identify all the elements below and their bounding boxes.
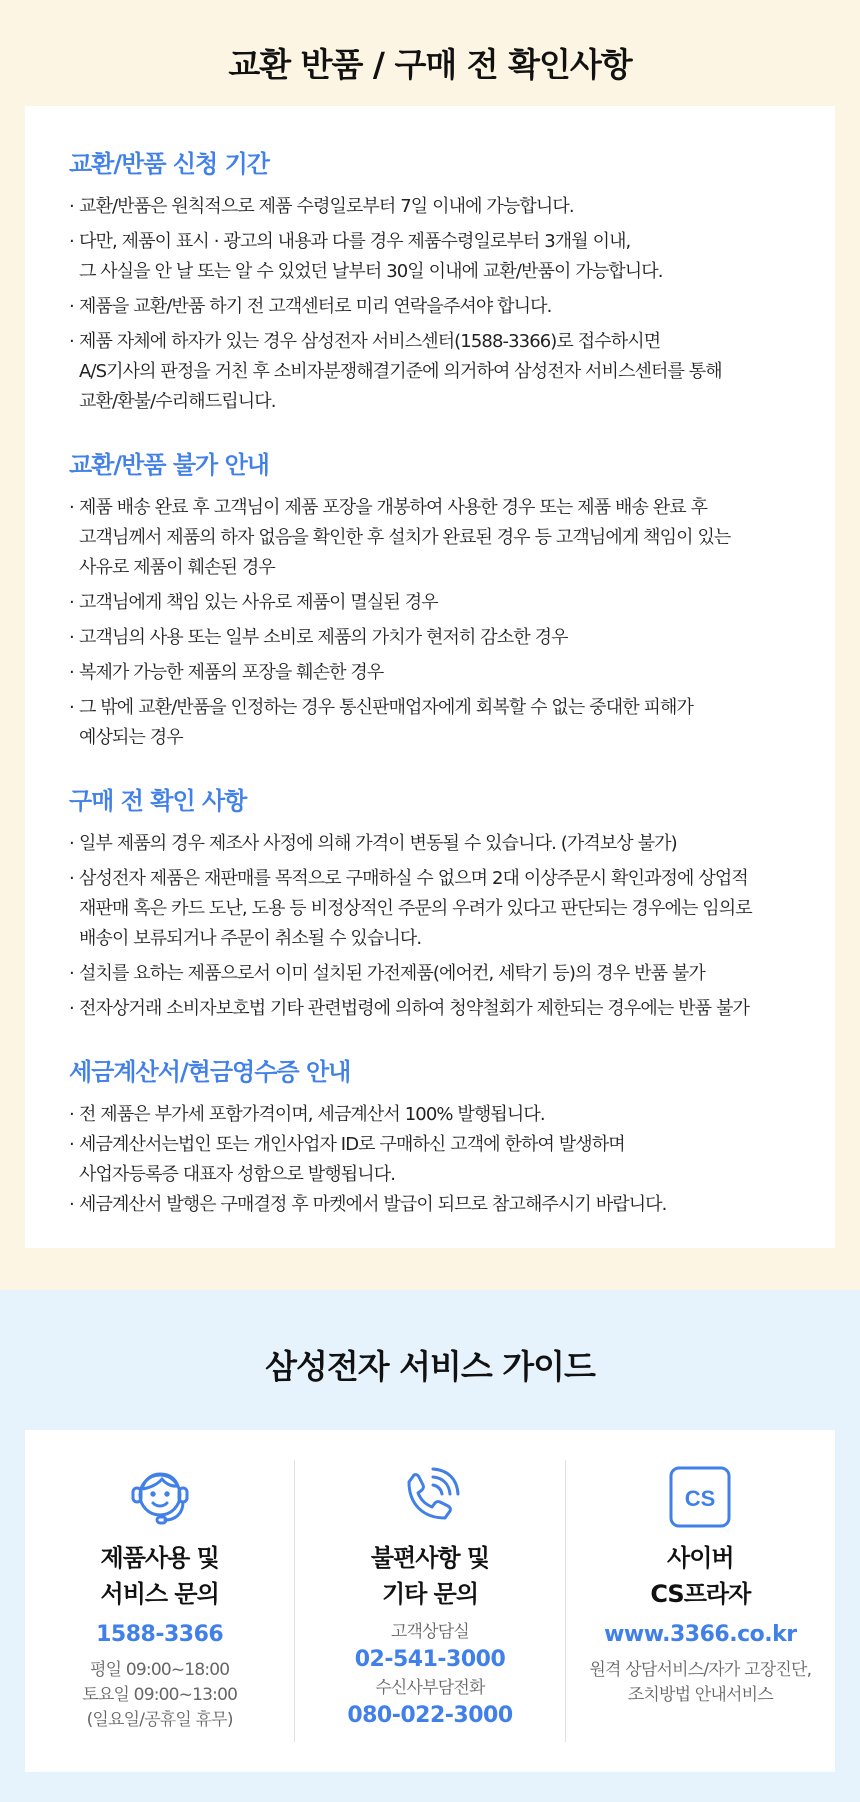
section-pre-purchase (69, 783, 791, 1024)
list-item: · 복제가 가능한 제품의 포장을 훼손한 경우 (69, 658, 791, 688)
list-item: · 교환/반품은 원칙적으로 제품 수령일로부터 7일 이내에 가능합니다. (69, 192, 791, 222)
phone-number[interactable]: 1588-3366 (96, 1622, 224, 1647)
svg-text:CS: CS (685, 1486, 716, 1511)
list-item: · 그 밖에 교환/반품을 인정하는 경우 통신판매업자에게 회복할 수 없는 중대한 피해가 예상되는 경우 (69, 693, 791, 753)
contact-label: 수신사부담전화 (375, 1678, 485, 1698)
list-item: · 삼성전자 제품은 재판매를 목적으로 구매하실 수 없으며 2대 이상주문시 확인과정에 상업적 재판매 혹은 카드 도난, 도용 등 비정상적인 주문의 우려가 있다고 판단되는 경우에는 임의로 배송이 보류되거나 주문이 취소될 수 있습니다. (69, 864, 791, 954)
cs-badge-icon (665, 1462, 735, 1532)
section-title: 구매 전 확인 사항 (69, 787, 247, 815)
business-hours: 평일 09:00~18:00 토요일 09:00~13:00 (일요일/공휴일 휴무) (82, 1660, 238, 1730)
list-item: · 전자상거래 소비자보호법 기타 관련법령에 의하여 청약철회가 제한되는 경우에는 반품 불가 (69, 994, 791, 1024)
guide-column-product-service (25, 1460, 295, 1742)
phone-number[interactable]: 080-022-3000 (347, 1703, 513, 1728)
guide-column-title: 불편사항 및 기타 문의 (370, 1544, 490, 1608)
guide-card (25, 1430, 835, 1772)
service-description: 원격 상담서비스/자가 고장진단, 조치방법 안내서비스 (589, 1660, 812, 1705)
list-item: · 세금계산서 발행은 구매결정 후 마켓에서 발급이 되므로 참고해주시기 바랍니다. (69, 1190, 791, 1220)
section-title: 세금계산서/현금영수증 안내 (69, 1058, 351, 1086)
guide-column-title: 제품사용 및 서비스 문의 (100, 1544, 219, 1608)
list-item: · 제품 배송 완료 후 고객님이 제품 포장을 개봉하여 사용한 경우 또는 제품 배송 완료 후 고객님께서 제품의 하자 없음을 확인한 후 설치가 완료된 경우 등 고객님에게 책임이 있는 사유로 제품이 훼손된 경우 (69, 493, 791, 583)
section-title: 교환/반품 신청 기간 (69, 150, 269, 178)
contact-label: 고객상담실 (390, 1622, 470, 1642)
list-item: · 제품 자체에 하자가 있는 경우 삼성전자 서비스센터(1588-3366)로 접수하시면 A/S기사의 판정을 거친 후 소비자분쟁해결기준에 의거하여 삼성전자 서비스센터를 통해 교환/환불/수리해드립니다. (69, 327, 791, 417)
phone-number[interactable]: 02-541-3000 (354, 1647, 506, 1672)
section-title: 교환/반품 불가 안내 (69, 451, 269, 479)
phone-call-icon (395, 1462, 465, 1532)
section-exchange-period (69, 146, 791, 417)
headset-agent-icon (125, 1462, 195, 1532)
list-item: · 다만, 제품이 표시 · 광고의 내용과 다를 경우 제품수령일로부터 3개월 이내, 그 사실을 안 날 또는 알 수 있었던 날부터 30일 이내에 교환/반품이 가능합니다. (69, 227, 791, 287)
section-exchange-not-allowed (69, 447, 791, 753)
list-item: · 제품을 교환/반품 하기 전 고객센터로 미리 연락을주셔야 합니다. (69, 292, 791, 322)
guide-column-complaints (295, 1460, 565, 1742)
section-tax-invoice (69, 1054, 791, 1220)
list-item: · 세금계산서는법인 또는 개인사업자 ID로 구매하신 고객에 한하여 발생하며 사업자등록증 대표자 성함으로 발행됩니다. (69, 1130, 791, 1190)
guide-column-cyber-cs (566, 1460, 835, 1742)
service-guide-section (0, 1290, 860, 1802)
list-item: · 설치를 요하는 제품으로서 이미 설치된 가전제품(에어컨, 세탁기 등)의 경우 반품 불가 (69, 959, 791, 989)
list-item: · 일부 제품의 경우 제조사 사정에 의해 가격이 변동될 수 있습니다. (가격보상 불가) (69, 829, 791, 859)
guide-title: 삼성전자 서비스 가이드 (265, 1347, 595, 1386)
page-title: 교환 반품 / 구매 전 확인사항 (228, 45, 632, 84)
list-item: · 전 제품은 부가세 포함가격이며, 세금계산서 100% 발행됩니다. (69, 1100, 791, 1130)
list-item: · 고객님의 사용 또는 일부 소비로 제품의 가치가 현저히 감소한 경우 (69, 623, 791, 653)
policy-card (25, 106, 835, 1248)
guide-column-title: 사이버 CS프라자 (650, 1544, 751, 1608)
list-item: · 고객님에게 책임 있는 사유로 제품이 멸실된 경우 (69, 588, 791, 618)
website-link[interactable]: www.3366.co.kr (604, 1622, 797, 1647)
